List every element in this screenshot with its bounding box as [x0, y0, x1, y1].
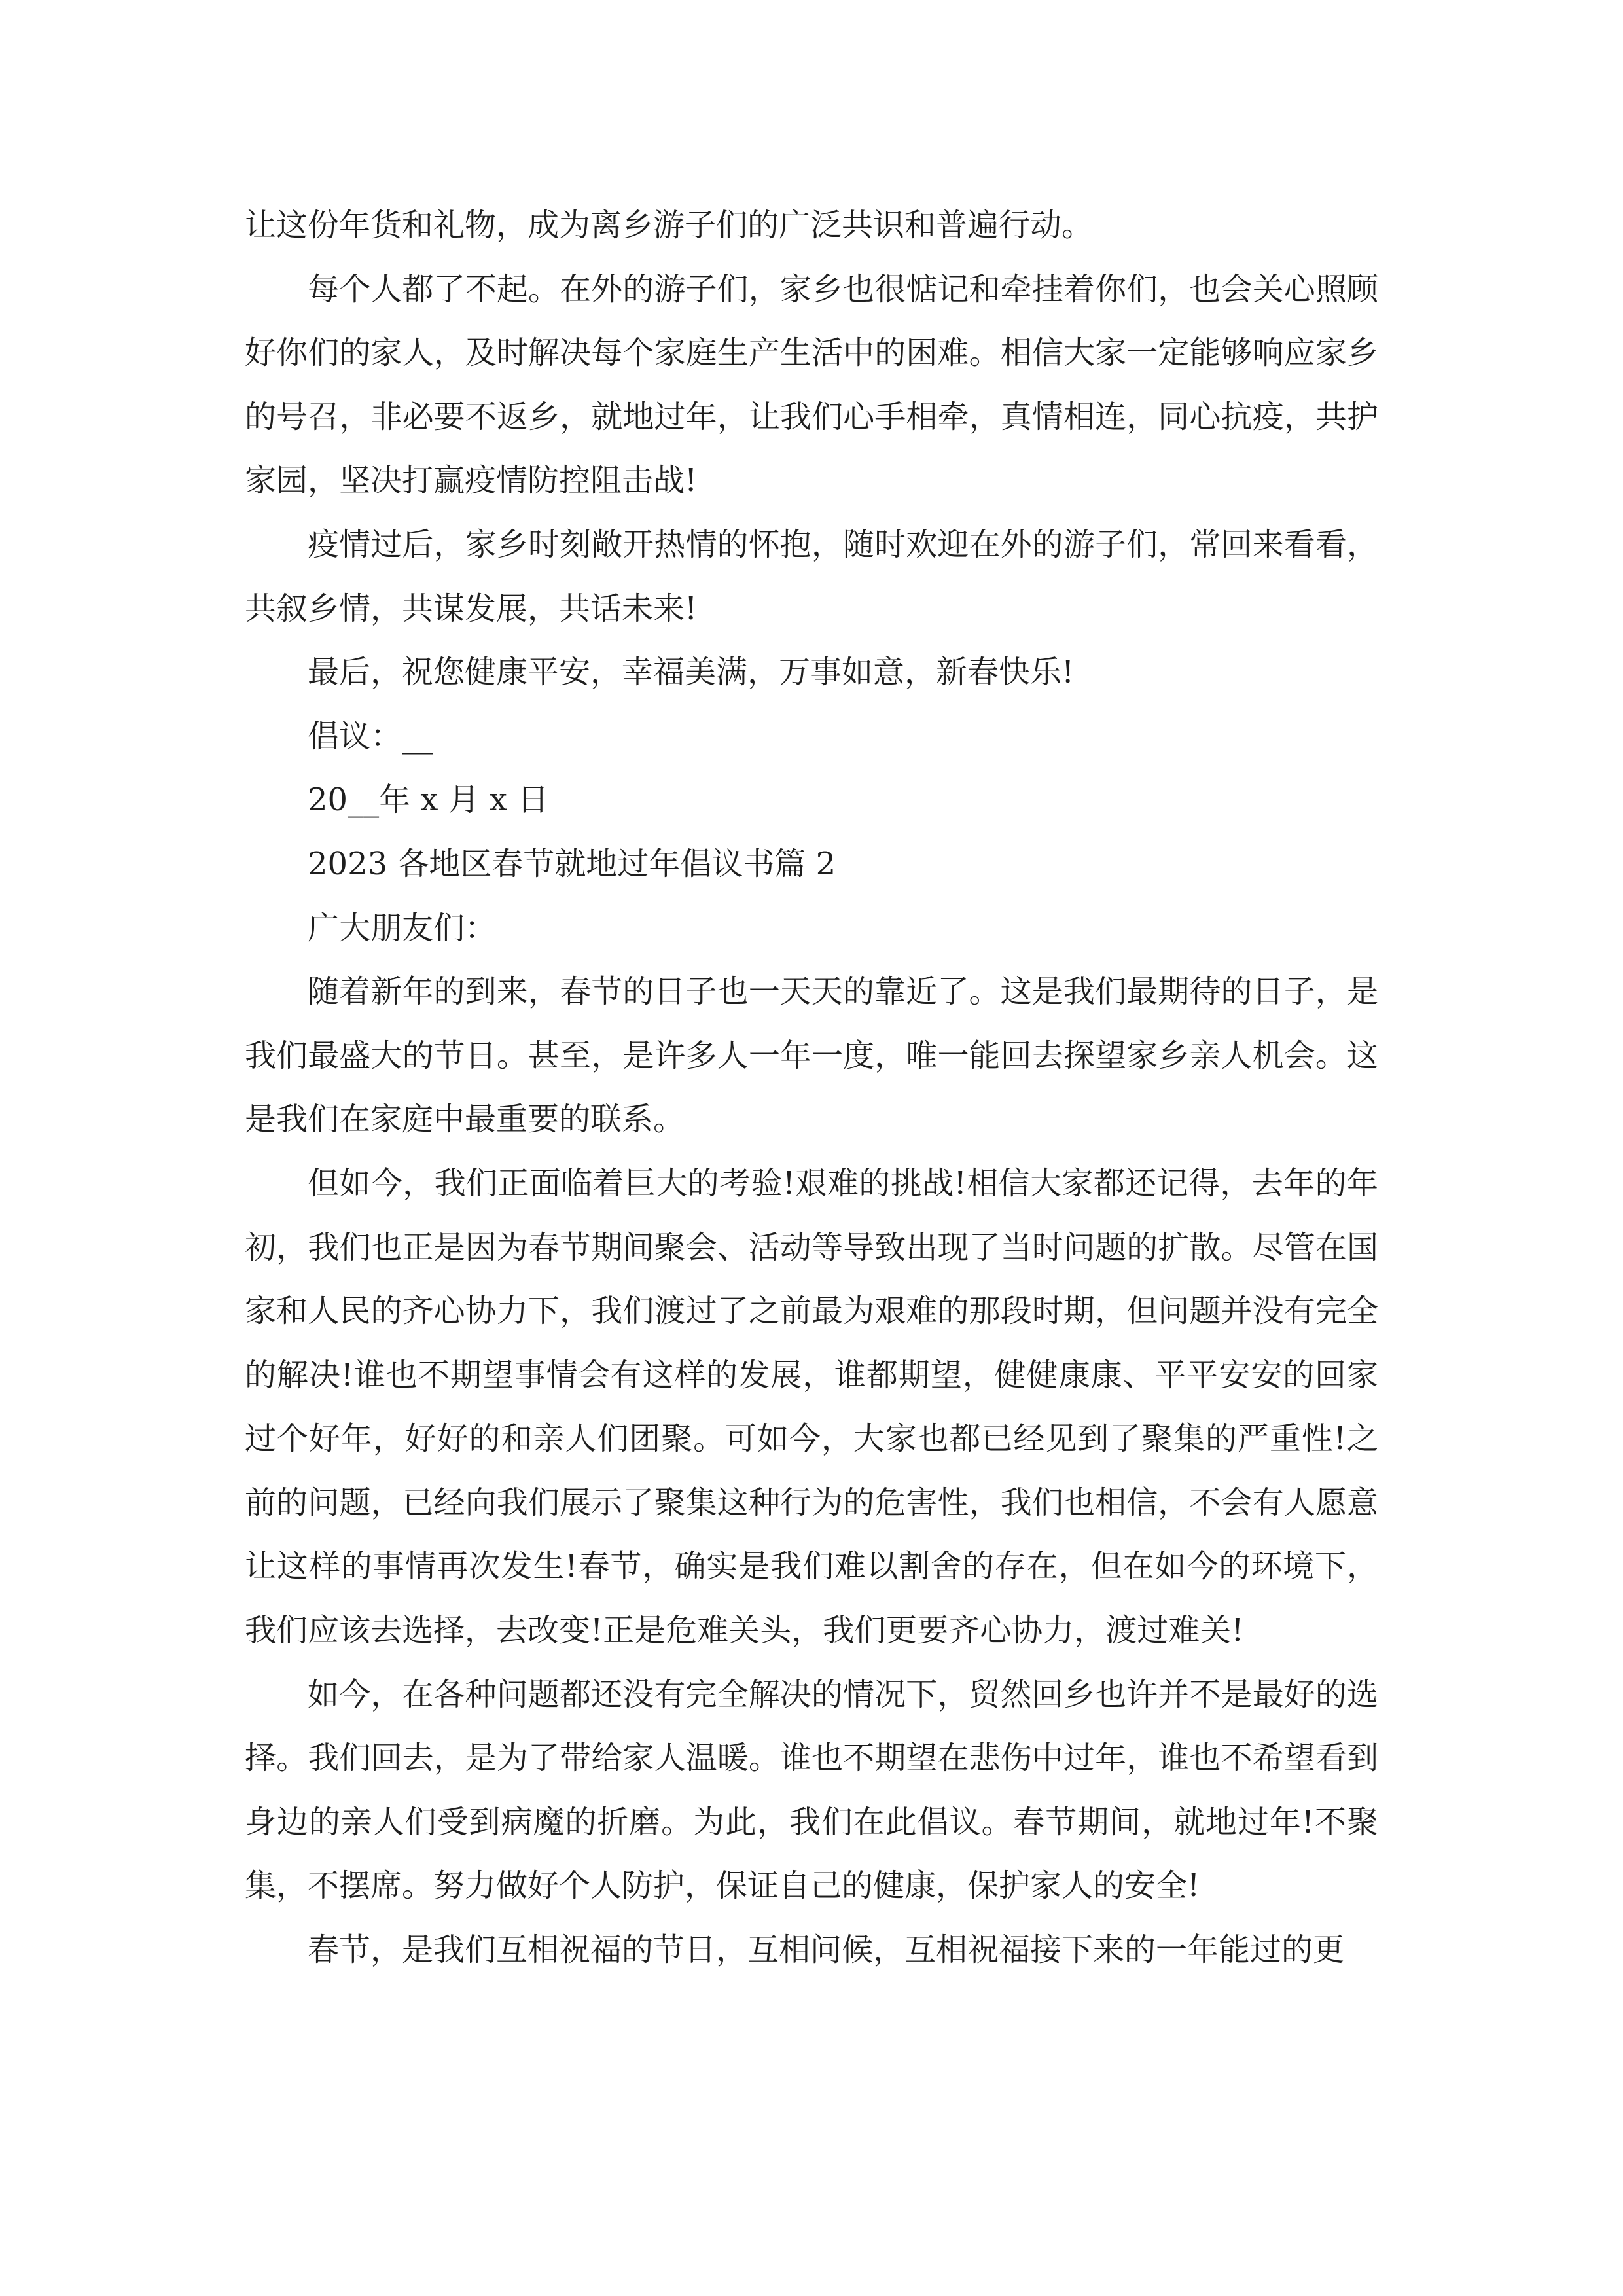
document-body — [245, 194, 1378, 1982]
paragraph: 但如今，我们正面临着巨大的考验!艰难的挑战!相信大家都还记得，去年的年初，我们也正是因为春节期间聚会、活动等导致出现了当时问题的扩散。尽管在国家和人民的齐心协力下，我们渡过了之前最为艰难的那段时期，但问题并没有完全的解决!谁也不期望事情会有这样的发展，谁都期望，健健康康、平平安安的回家过个好年，好好的和亲人们团聚。可如今，大家也都已经见到了聚集的严重性!之前的问题，已经向我们展示了聚集这种行为的危害性，我们也相信，不会有人愿意让这样的事情再次发生!春节，确实是我们难以割舍的存在，但在如今的环境下，我们应该去选择，去改变!正是危难关头，我们更要齐心协力，渡过难关! — [245, 1164, 1378, 1649]
paragraph: 疫情过后，家乡时刻敞开热情的怀抱，随时欢迎在外的游子们，常回来看看，共叙乡情，共谋发展，共话未来! — [245, 526, 1378, 627]
paragraph: 随着新年的到来，春节的日子也一天天的靠近了。这是我们最期待的日子，是我们最盛大的节日。甚至，是许多人一年一度，唯一能回去探望家乡亲人机会。这是我们在家庭中最重要的联系。 — [245, 973, 1378, 1138]
salutation: 广大朋友们： — [308, 909, 497, 946]
signature-line: 倡议：__ — [308, 717, 434, 755]
closing-wishes: 最后，祝您健康平安，幸福美满，万事如意，新春快乐! — [308, 654, 1075, 691]
paragraph: 如今，在各种问题都还没有完全解决的情况下，贸然回乡也许并不是最好的选择。我们回去，是为了带给家人温暖。谁也不期望在悲伤中过年，谁也不希望看到身边的亲人们受到病魔的折磨。为此，我们在此倡议。春节期间，就地过年!不聚集，不摆席。努力做好个人防护，保证自己的健康，保护家人的安全! — [245, 1676, 1378, 1905]
paragraph: 春节，是我们互相祝福的节日，互相问候，互相祝福接下来的一年能过的更 — [308, 1931, 1345, 1969]
section-heading: 2023 各地区春节就地过年倡议书篇 2 — [308, 845, 836, 882]
paragraph: 让这份年货和礼物，成为离乡游子们的广泛共识和普遍行动。 — [245, 207, 1094, 243]
date-line: 20__年 x 月 x 日 — [308, 781, 549, 819]
paragraph: 每个人都了不起。在外的游子们，家乡也很惦记和牵挂着你们，也会关心照顾好你们的家人，及时解决每个家庭生产生活中的困难。相信大家一定能够响应家乡的号召，非必要不返乡，就地过年，让我们心手相牵，真情相连，同心抗疫，共护家园，坚决打赢疫情防控阻击战! — [245, 270, 1378, 499]
